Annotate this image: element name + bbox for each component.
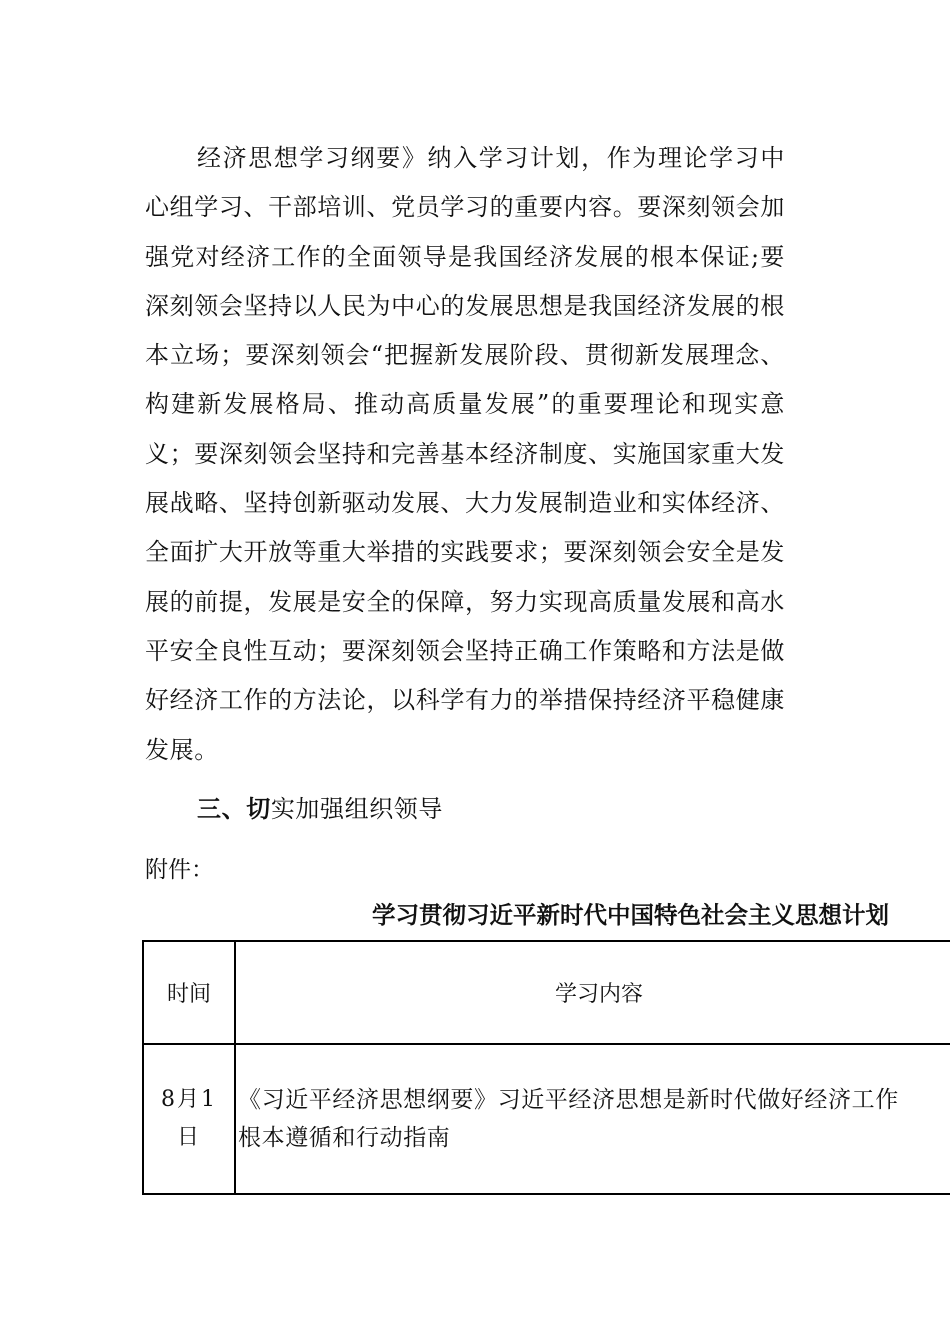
table-cell-date — [143, 1044, 235, 1194]
plan-table-title: 学习贯彻习近平新时代中国特色社会主义思想计划 — [372, 901, 889, 929]
column-header-content: 学习内容 — [235, 941, 950, 1044]
section-heading — [197, 789, 443, 829]
content-line: 根本遵循和行动指南 — [238, 1125, 451, 1151]
attachment-label: 附件： — [145, 857, 214, 883]
table-row — [143, 1044, 950, 1194]
table-cell-content — [235, 1044, 950, 1194]
content-line: 《习近平经济思想纲要》习近平经济思想是新时代做好经济工作 — [238, 1087, 899, 1113]
date-line: 8月1 — [161, 1087, 217, 1112]
section-heading-number: 三、切 — [197, 795, 271, 823]
column-header-time: 时间 — [143, 941, 235, 1044]
body-paragraph: 经济思想学习纲要》纳入学习计划，作为理论学习中心组学习、干部培训、党员学习的重要内容。要深刻领会加强党对经济工作的全面领导是我国经济发展的根本保证;要深刻领会坚持以人民为中心的发展思想是我国经济发展的根本立场；要深刻领会“把握新发展阶段、贯彻新发展理念、构建新发展格局、推动高质量发展”的重要理论和现实意义；要深刻领会坚持和完善基本经济制度、实施国家重大发展战略、坚持创新驱动发展、大力发展制造业和实体经济、全面扩大开放等重大举措的实践要求；要深刻领会安全是发展的前提，发展是安全的保障，努力实现高质量发展和高水平安全良性互动；要深刻领会坚持正确工作策略和方法是做好经济工作的方法论，以科学有力的举措保持经济平稳健康发展。 — [145, 144, 785, 764]
table-header-row — [143, 941, 950, 1044]
date-line: 日 — [176, 1125, 201, 1150]
document-body — [145, 134, 785, 775]
section-heading-text: 实加强组织领导 — [270, 795, 444, 823]
study-plan-table — [142, 940, 950, 1195]
